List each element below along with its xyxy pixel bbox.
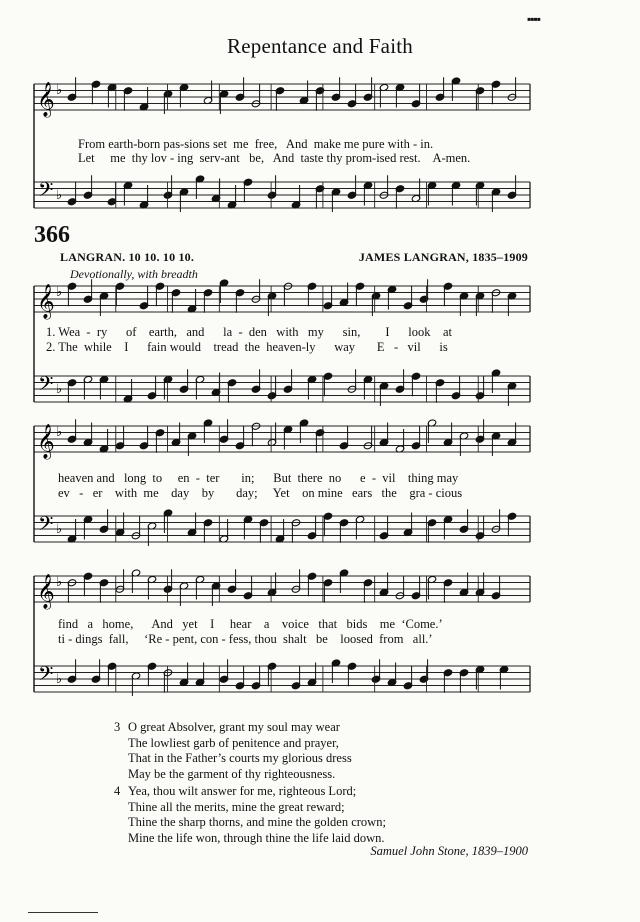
- treble-clef-icon: 𝄞: [37, 284, 55, 319]
- verse-number: 4: [114, 784, 121, 798]
- verse-line: Thine all the merits, mine the great reward;: [128, 799, 345, 814]
- verse-line: The lowliest garb of penitence and prayer,: [128, 735, 339, 750]
- flat-icon: ♭: [56, 425, 63, 440]
- verse-line: Yea, thou wilt answer for me, righteous Lord;: [128, 784, 357, 798]
- tune-name: LANGRAN. 10 10. 10 10.: [60, 250, 195, 264]
- lyric-line: heaven and long to en - ter in; But there no e - vil thing may: [58, 471, 459, 485]
- treble-clef-icon: 𝄞: [37, 82, 55, 117]
- lyric-line: 2. The while I fain would tread the heaven-ly way E - vil is: [46, 340, 448, 354]
- hymn-author: Samuel John Stone, 1839–1900: [370, 844, 528, 858]
- flat-icon: ♭: [56, 672, 63, 687]
- treble-staff: [34, 279, 530, 316]
- verse-3: [114, 720, 352, 782]
- bottom-rule: [28, 912, 98, 913]
- flat-icon: ♭: [56, 285, 63, 300]
- lyric-line: 1. Wea - ry of earth, and la - den with my sin, I look at: [46, 325, 452, 339]
- lyric-line: ev - er with me day by day; Yet on mine ears the gra - cious: [58, 486, 463, 500]
- expression-marking: Devotionally, with breadth: [70, 267, 198, 281]
- flat-icon: ♭: [56, 188, 63, 203]
- scan-mark: ▪▪▪▪: [526, 12, 540, 26]
- hymn-number: 366: [34, 222, 70, 248]
- flat-icon: ♭: [56, 382, 63, 397]
- lyric-line: From earth-born pas-sions set me free, And make me pure with - in.: [78, 137, 434, 151]
- page-title: Repentance and Faith: [227, 34, 413, 58]
- treble-staff: [34, 77, 530, 114]
- verse-line: That in the Father’s courts my glorious dress: [128, 751, 352, 765]
- verse-line: O great Absolver, grant my soul may wear: [128, 720, 340, 734]
- bass-clef-icon: 𝄢: [38, 662, 54, 690]
- bass-staff: [34, 369, 530, 406]
- bass-staff: [34, 509, 530, 546]
- verse-line: Thine the sharp thorns, and mine the golden crown;: [128, 815, 386, 829]
- treble-staff: [34, 419, 530, 456]
- flat-icon: ♭: [56, 575, 63, 590]
- verse-number: 3: [114, 720, 121, 734]
- lyric-line: ti - dings fall, ‘Re - pent, con - fess, thou shalt be loosed from all.’: [58, 632, 433, 646]
- verse-line: Mine the life won, through thine the life laid down.: [128, 830, 385, 845]
- flat-icon: ♭: [56, 83, 63, 98]
- flat-icon: ♭: [56, 522, 63, 537]
- bass-staff: [34, 659, 530, 696]
- bass-clef-icon: 𝄢: [38, 512, 54, 540]
- treble-staff: [34, 569, 530, 606]
- verse-line: May be the garment of thy righteousness.: [128, 766, 336, 781]
- treble-clef-icon: 𝄞: [37, 424, 55, 459]
- bass-staff: [34, 175, 530, 212]
- bass-clef-icon: 𝄢: [38, 178, 54, 206]
- lyric-line: Let me thy lov - ing serv-ant be, And taste thy prom-ised rest. A-men.: [78, 151, 471, 165]
- composer: JAMES LANGRAN, 1835–1909: [358, 250, 528, 264]
- treble-clef-icon: 𝄞: [37, 574, 55, 609]
- lyric-line: find a home, And yet I hear a voice that bids me ‘Come.’: [58, 617, 443, 631]
- verse-4: [114, 784, 386, 846]
- bass-clef-icon: 𝄢: [38, 372, 54, 400]
